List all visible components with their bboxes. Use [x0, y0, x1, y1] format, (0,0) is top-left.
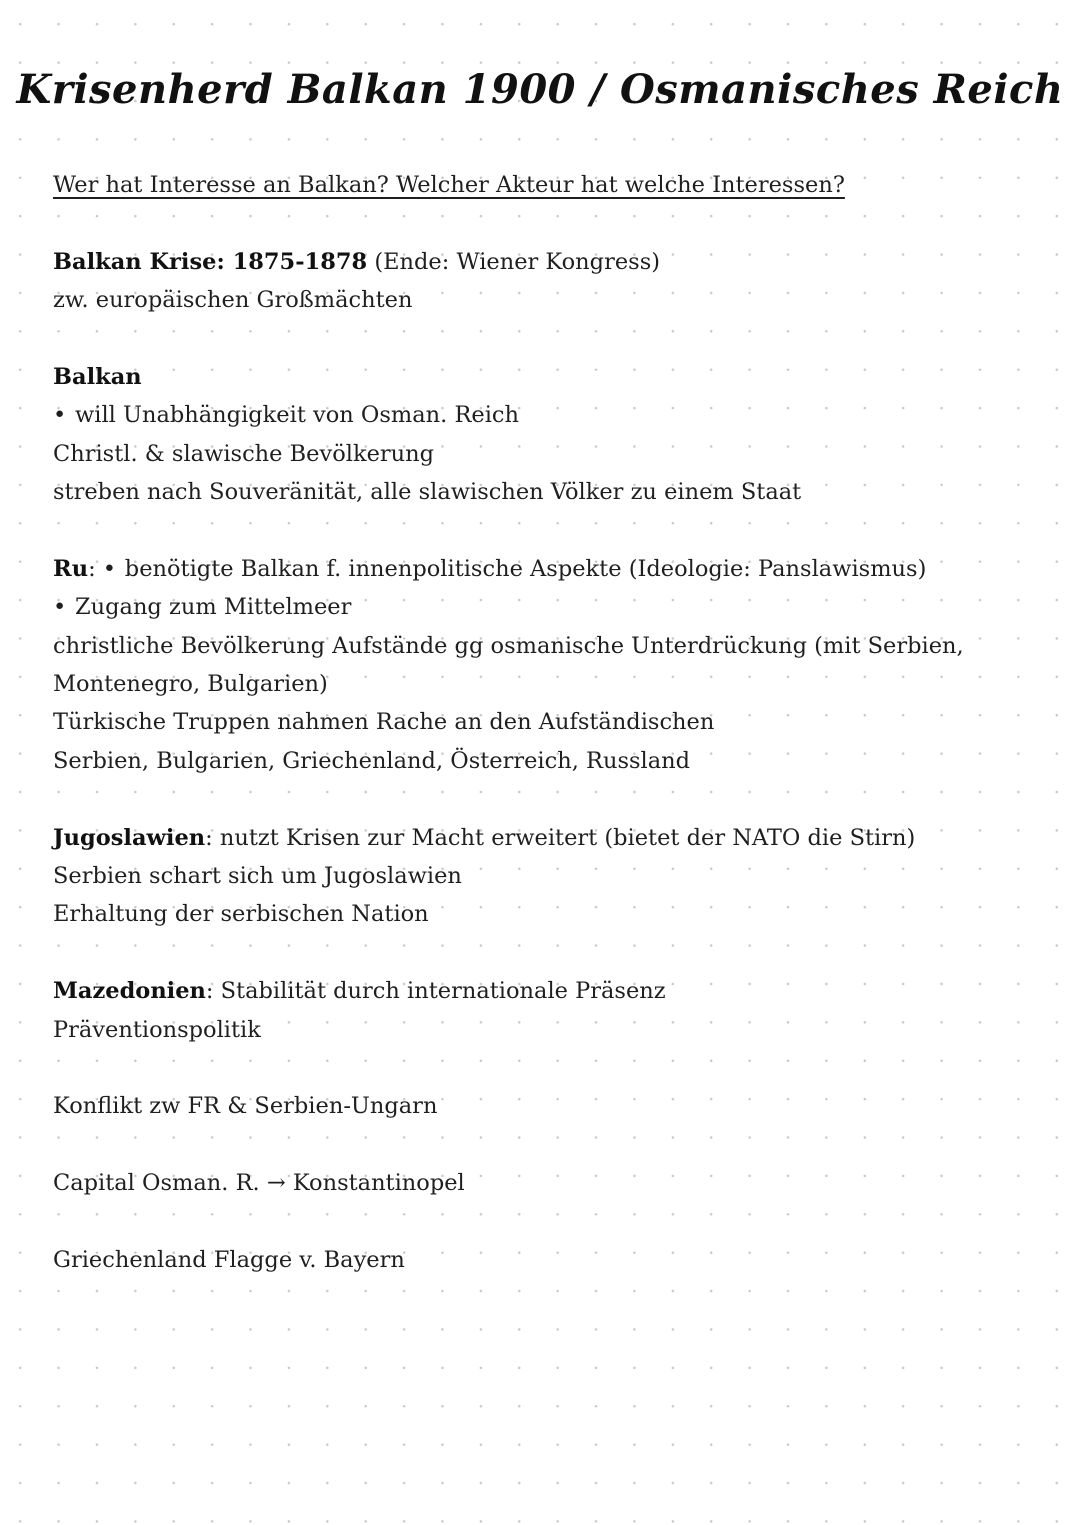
- spacer: [53, 320, 1043, 358]
- bullet-icon: •: [102, 555, 117, 582]
- spacer: [53, 512, 1043, 550]
- spacer: [53, 1126, 1043, 1164]
- balkan-line: Christl. & slawische Bevölkerung: [53, 440, 435, 467]
- balkan-krise-note: (Ende: Wiener Kongress): [367, 248, 661, 275]
- page-title: Krisenherd Balkan 1900 / Osmanisches Reich: [16, 66, 1064, 113]
- ru-item-text: Zugang zum Mittelmeer: [75, 594, 352, 621]
- jugoslawien-detail: Serbien schart sich um Jugoslawien: [53, 863, 462, 890]
- spacer: [53, 934, 1043, 972]
- balkan-line: streben nach Souveränität, alle slawischen Völker zu einem Staat: [53, 479, 802, 506]
- spacer: [53, 780, 1043, 818]
- balkan-item-text: will Unabhängigkeit von Osman. Reich: [75, 402, 519, 429]
- jugoslawien-line: [53, 819, 1043, 857]
- bullet-icon: •: [53, 402, 67, 429]
- ru-detail: christliche Bevölkerung Aufstände gg osmanische Unterdrückung (mit Serbien,: [53, 632, 964, 659]
- capital-line: Capital Osman. R. → Konstantinopel: [53, 1170, 465, 1197]
- griechenland-line: Griechenland Flagge v. Bayern: [53, 1246, 405, 1273]
- balkan-krise-detail: zw. europäischen Großmächten: [53, 287, 413, 314]
- ru-label: Ru: [53, 555, 89, 582]
- jugoslawien-detail: Erhaltung der serbischen Nation: [53, 901, 429, 928]
- mazedonien-label: Mazedonien: [53, 978, 206, 1005]
- ru-detail: Türkische Truppen nahmen Rache an den Aufständischen: [53, 709, 715, 736]
- spacer: [53, 1203, 1043, 1241]
- ru-item: [53, 588, 1043, 626]
- jugoslawien-text: : nutzt Krisen zur Macht erweitert (bietet der NATO die Stirn): [205, 824, 916, 851]
- balkan-krise-line: [53, 243, 1043, 281]
- ru-detail: Montenegro, Bulgarien): [53, 671, 328, 698]
- notes-body: [53, 166, 1043, 1279]
- mazedonien-detail: Präventionspolitik: [53, 1016, 261, 1043]
- ru-line: [53, 550, 1043, 588]
- ru-colon: :: [88, 555, 103, 582]
- mazedonien-line: [53, 972, 1043, 1010]
- guiding-question: Wer hat Interesse an Balkan? Welcher Akteur hat welche Interessen?: [53, 172, 845, 198]
- ru-item-text: benötigte Balkan f. innenpolitische Aspekte (Ideologie: Panslawismus): [124, 555, 927, 582]
- ru-detail: Serbien, Bulgarien, Griechenland, Österreich, Russland: [53, 747, 691, 774]
- spacer: [53, 204, 1043, 242]
- jugoslawien-label: Jugoslawien: [53, 824, 206, 851]
- balkan-krise-label: Balkan Krise: 1875-1878: [53, 248, 368, 275]
- konflikt-line: Konflikt zw FR & Serbien-Ungarn: [53, 1093, 438, 1120]
- spacer: [53, 1049, 1043, 1087]
- balkan-heading: Balkan: [53, 363, 142, 390]
- bullet-icon: •: [53, 594, 67, 621]
- balkan-item: [53, 396, 1043, 434]
- mazedonien-text: : Stabilität durch internationale Präsenz: [205, 978, 666, 1005]
